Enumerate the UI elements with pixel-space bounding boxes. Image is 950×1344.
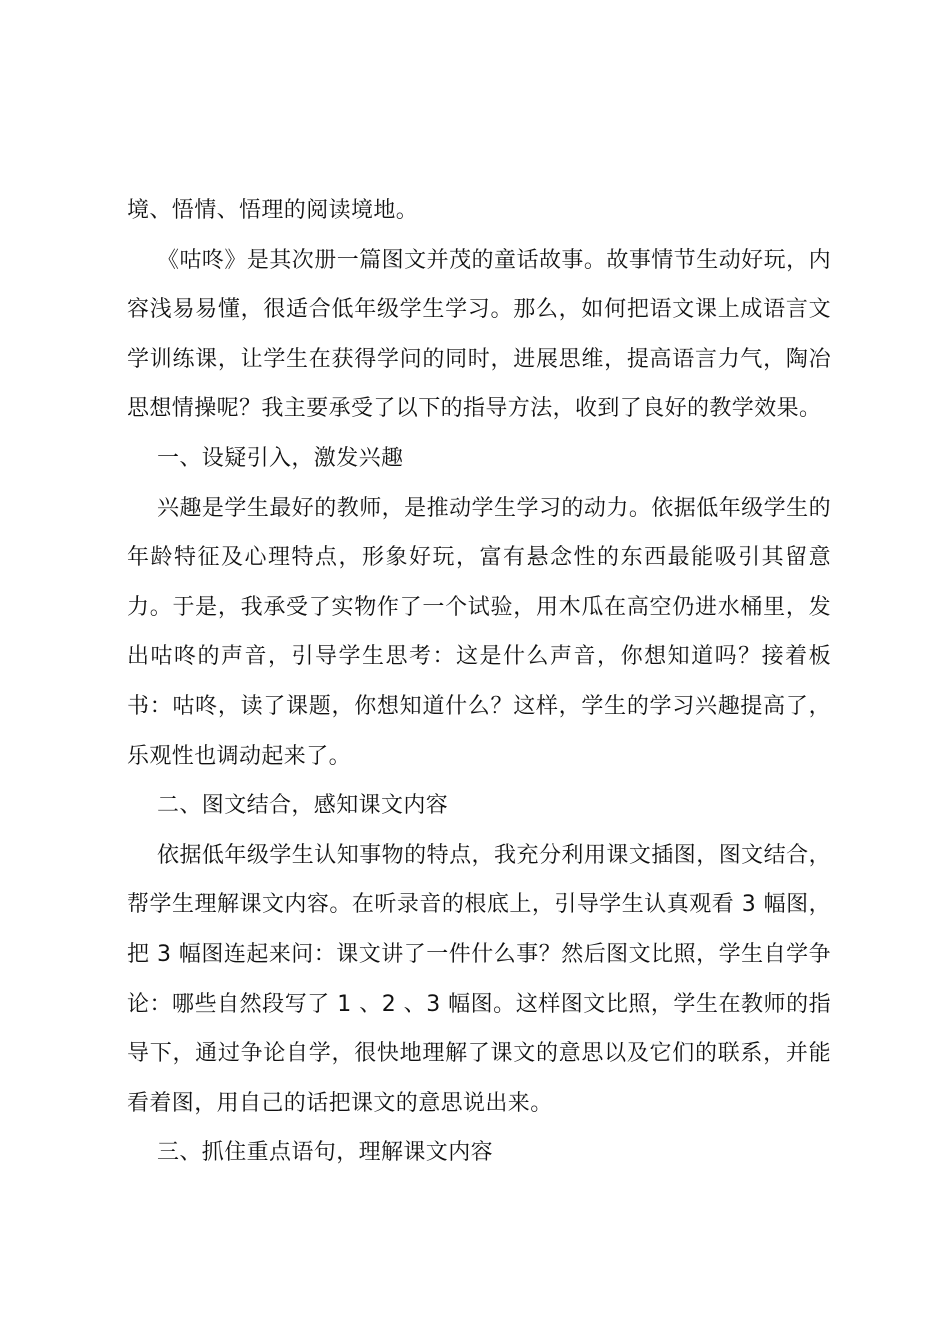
paragraph-section-1: 兴趣是学生最好的教师，是推动学生学习的动力。依据低年级学生的年龄特征及心理特点，形象好玩，富有悬念性的东西最能吸引其留意力。于是，我承受了实物作了一个试验，用木瓜在高空仍进水桶里，发出咕咚的声音，引导学生思考：这是什么声音，你想知道吗？接着板书：咕咚，读了课题，你想知道什么？这样，学生的学习兴趣提高了，乐观性也调动起来了。: [127, 495, 831, 769]
section-heading-3: 三、抓住重点语句，理解课文内容: [157, 1140, 494, 1166]
paragraph-intro: 《咕咚》是其次册一篇图文并茂的童话故事。故事情节生动好玩，内容浅易易懂，很适合低年级学生学习。那么，如何把语文课上成语言文学训练课，让学生在获得学问的同时，进展思维，提高语言力气，陶冶思想情操呢？我主要承受了以下的指导方法，收到了良好的教学效果。: [127, 247, 831, 422]
section-heading-2: 二、图文结合，感知课文内容: [157, 793, 449, 819]
section-heading-1: 一、设疑引入，激发兴趣: [157, 445, 404, 471]
paragraph-section-2: 依据低年级学生认知事物的特点，我充分利用课文插图，图文结合，帮学生理解课文内容。在听录音的根底上，引导学生认真观看 3 幅图，把 3 幅图连起来问：课文讲了一件什么事？然后图文比照，学生自学争论：哪些自然段写了 1 、2 、3 幅图。这样图文比照，学生在教师的指导下，通过争论自学，很快地理解了课文的意思以及它们的联系，并能看着图，用自己的话把课文的意思说出来。: [127, 842, 831, 1116]
paragraph-continuation: 境、悟情、悟理的阅读境地。: [127, 198, 419, 223]
document-body: [127, 186, 831, 1178]
